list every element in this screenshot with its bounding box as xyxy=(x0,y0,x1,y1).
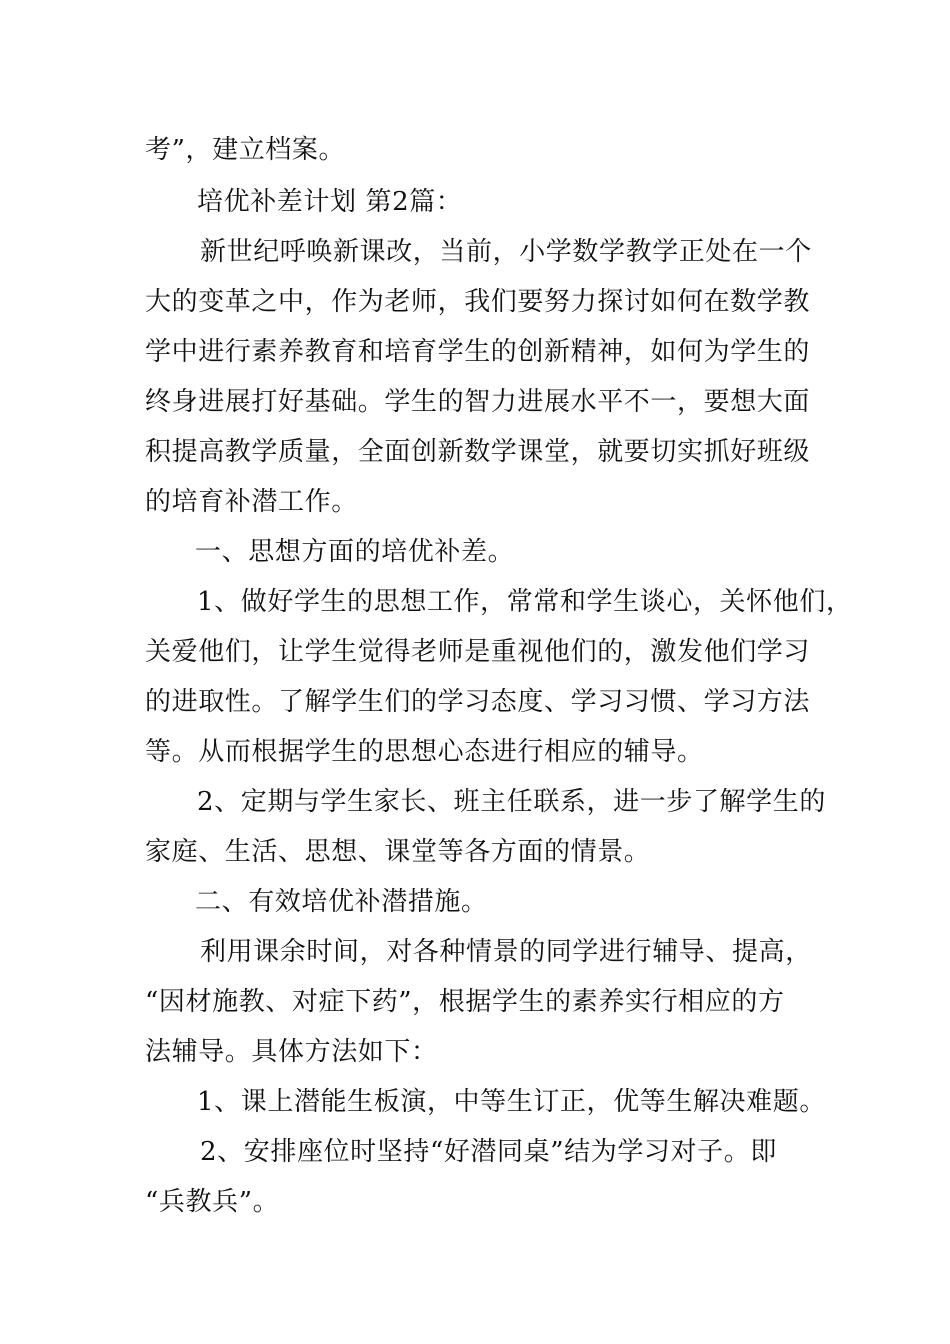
paragraph-line: “因材施教、对症下药”，根据学生的素养实行相应的方 xyxy=(145,987,785,1017)
paragraph-line: 学中进行素养教育和培育学生的创新精神，如何为学生的 xyxy=(145,337,811,367)
paragraph-line: 2、安排座位时坚持“好潜同桌”结为学习对子。即 xyxy=(200,1137,777,1167)
section-heading: 一、思想方面的培优补差。 xyxy=(195,537,515,567)
section-heading: 二、有效培优补潜措施。 xyxy=(195,887,488,917)
paragraph-line: 2、定期与学生家长、班主任联系，进一步了解学生的 xyxy=(197,787,826,817)
paragraph-line: 大的变革之中，作为老师，我们要努力探讨如何在数学教 xyxy=(145,287,811,317)
paragraph-line: 1、课上潜能生板演，中等生订正，优等生解决难题。 xyxy=(197,1087,826,1117)
paragraph-line: 关爱他们，让学生觉得老师是重视他们的，激发他们学习 xyxy=(145,637,811,667)
paragraph-line: 积提高教学质量，全面创新数学课堂，就要切实抓好班级 xyxy=(145,437,811,467)
paragraph-line: “兵教兵”。 xyxy=(145,1187,280,1217)
paragraph-line: 的培育补潜工作。 xyxy=(145,487,358,517)
paragraph-line: 等。从而根据学生的思想心态进行相应的辅导。 xyxy=(145,737,704,767)
paragraph-line: 法辅导。具体方法如下： xyxy=(145,1037,438,1067)
paragraph-line: 新世纪呼唤新课改，当前，小学数学教学正处在一个 xyxy=(200,237,812,267)
paragraph-line: 考”，建立档案。 xyxy=(145,135,346,165)
paragraph-line: 终身进展打好基础。学生的智力进展水平不一，要想大面 xyxy=(145,387,811,417)
paragraph-line: 利用课余时间，对各种情景的同学进行辅导、提高， xyxy=(200,937,812,967)
paragraph-line: 1、做好学生的思想工作，常常和学生谈心，关怀他们， xyxy=(197,587,853,617)
paragraph-line: 家庭、生活、思想、课堂等各方面的情景。 xyxy=(145,837,651,867)
paragraph-line: 的进取性。了解学生们的学习态度、学习习惯、学习方法 xyxy=(145,687,811,717)
section-heading: 培优补差计划 第2篇： xyxy=(197,187,463,217)
